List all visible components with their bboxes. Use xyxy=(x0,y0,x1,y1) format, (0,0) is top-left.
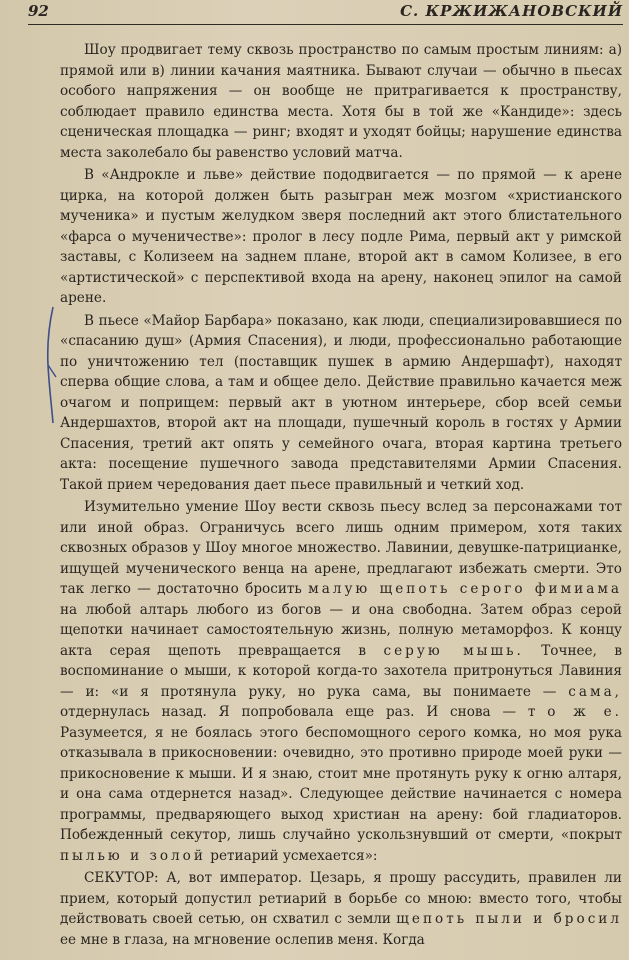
paragraph-4-spaced-c: сама, xyxy=(568,683,622,700)
paragraph-5-spaced-a: щепоть пыли и бросил xyxy=(396,911,623,927)
paragraph-4-spaced-d: о ж е. xyxy=(547,704,622,720)
paragraph-4-text-e: Разумеется, я не боялась этого беспомощного серого комка, но моя рука отказывала в прикосновении: очевидно, это противно природе моей руки — прикосновение к мыши. И я знаю, стоит мне протянуть руку к огню алтаря, и она сама отдернется назад». Следующее действие начинается с номера программы, предваряющего выход христиан на арену: бой гладиаторов. Побежденный секутор, лишь случайно ускользнувший от смерти, «покрыт xyxy=(60,724,622,843)
pencil-margin-mark xyxy=(43,305,57,425)
paragraph-4-spaced-b: серую мышь. xyxy=(383,642,524,659)
paragraph-4-text-c: Точнее, в воспоминание о мыши, к которой когда-то захотела притронуться Лавиния — и: «и я протянула руку, но рука сама, вы понимаете — xyxy=(60,642,622,700)
paragraph-5-text-a: СЕКУТОР: А, вот император. Цезарь, я прошу рассудить, правилен ли прием, который допустил ретиарий в борьбе со мною: вместо того, чтобы действовать своей сетью, он схватил с земли xyxy=(60,870,622,927)
body-text xyxy=(60,40,622,950)
paragraph-5-text-b: ее мне в глаза, на мгновение ослепив меня. Когда xyxy=(60,931,425,948)
paragraph-5 xyxy=(60,868,622,950)
running-head: С. КРЖИЖАНОВСКИЙ xyxy=(400,2,623,20)
paragraph-4 xyxy=(60,497,622,866)
paragraph-4-text-a: Изумительно умение Шоу вести сквозь пьесу вслед за персонажами тот или иной образ. Ограничусь всего лишь одним примером, хотя таких сквозных образов у Шоу многое множество. Лавинии, девушке-патрицианке, ищущей мученического венца на арене, предлагают избежать смерти. Это так легко — достаточно бросить xyxy=(60,499,622,597)
paragraph-4-text-b: на любой алтарь любого из богов — и она свободна. Затем образ серой щепотки начинает самостоятельную жизнь, полную метаморфоз. К концу акта серая щепоть превращается в xyxy=(60,601,622,659)
page-number: 92 xyxy=(28,2,49,20)
page-header xyxy=(28,2,623,25)
paragraph-4-text-f: ретиарий усмехается»: xyxy=(210,847,378,864)
paragraph-4-spaced-a: малую щепоть серого фимиама xyxy=(308,581,622,597)
paragraph-4-spaced-e: пылью и золой xyxy=(60,847,206,864)
paragraph-2: В «Андрокле и льве» действие пододвигается — по прямой — к арене цирка, на которой должен быть разыгран меж мозгом «христианского мученика» и пустым желудком зверя последний акт этого блистательного «фарса о мученичестве»: пролог в лесу подле Рима, первый акт у римской заставы, с Колизеем на заднем плане, второй акт в самом Колизее, в его «артистической» с перспективой входа на арену, наконец эпилог на самой арене. xyxy=(60,167,622,306)
paragraph-4-text-d: отдернулась назад. Я попробовала еще раз. И снова — т xyxy=(60,704,536,720)
paragraph-3: В пьесе «Майор Барбара» показано, как люди, специализировавшиеся по «спасанию душ» (Армия Спасения), и люди, профессионально работающие по уничтожению тел (поставщик пушек в армию Андершафт), находят сперва общие слова, а там и общее дело. Действие правильно качается меж очагом и поприщем: первый акт в уютном интерьере, сбор всей семьи Андершахтов, второй акт на площади, пушечный король в гостях у Армии Спасения, третий акт опять у семейного очага, вторая картина третьего акта: посещение пушечного завода представителями Армии Спасения. Такой прием чередования дает пьесе правильный и четкий ход. xyxy=(60,312,622,493)
paragraph-1: Шоу продвигает тему сквозь пространство по самым простым линиям: а) прямой или в) линии качания маятника. Бывают случаи — обычно в пьесах особого напряжения — он вообще не притрагивается к пространству, соблюдает правило единства места. Хотя бы в той же «Кандиде»: здесь сценическая площадка — ринг; входят и уходят бойцы; нарушение единства места заколебало бы равенство условий матча. xyxy=(60,42,622,161)
